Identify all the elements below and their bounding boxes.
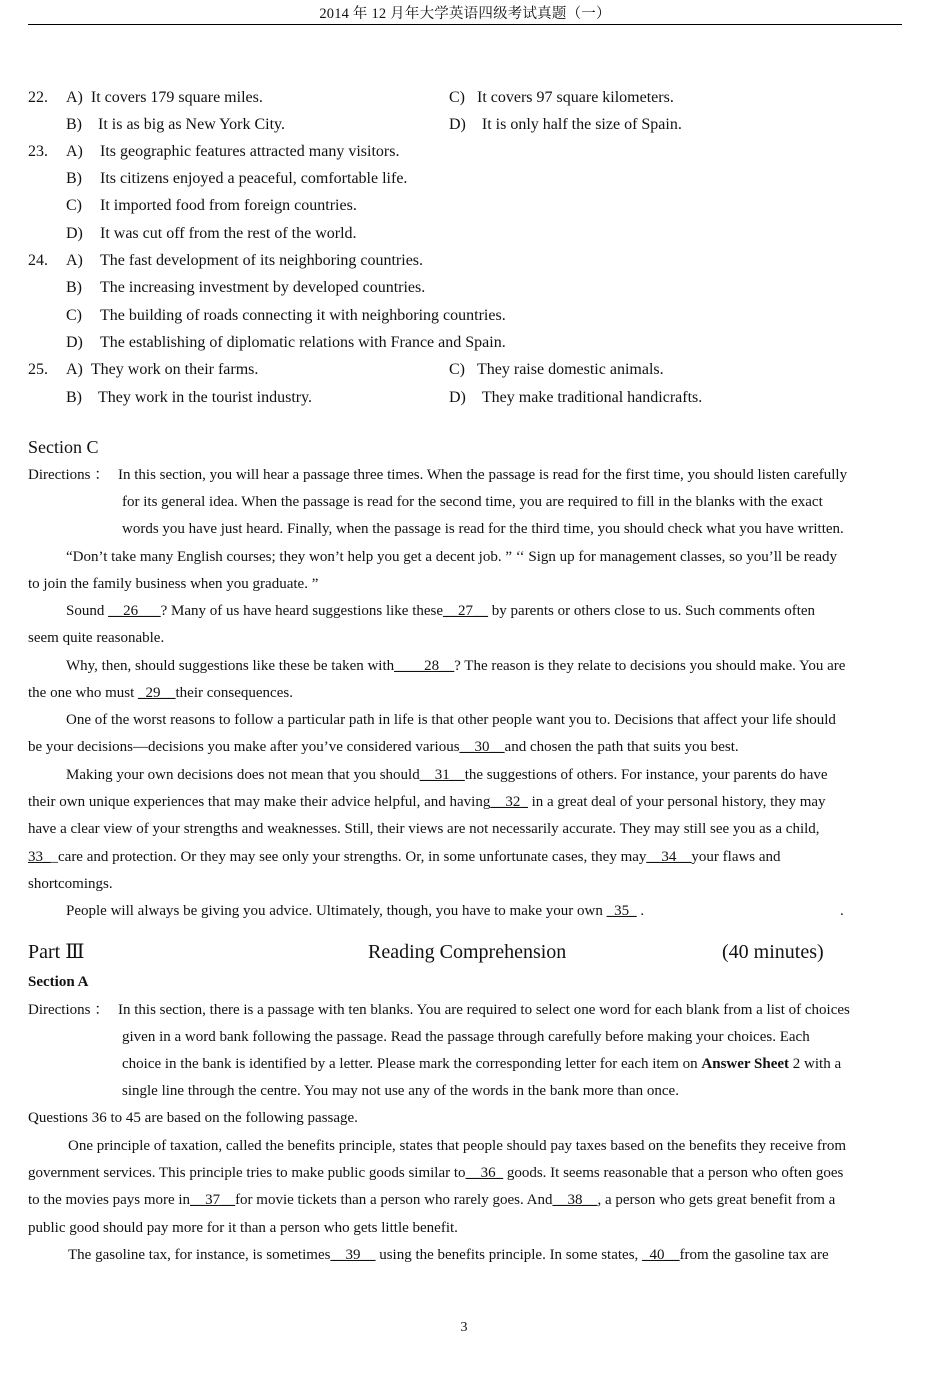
passage-line (28, 737, 739, 757)
blank-30[interactable]: __30__ (459, 739, 505, 755)
option-text: They work in the tourist industry. (98, 389, 313, 406)
option-letter: A) (66, 143, 83, 160)
directions-line: single line through the centre. You may not use any of the words in the bank more than once. (122, 1083, 679, 1099)
option-text: It was cut off from the rest of the world. (100, 225, 357, 242)
option-25d (449, 388, 702, 408)
passage-text: be your decisions—decisions you make after you’ve considered various (28, 739, 460, 755)
passage-line: public good should pay more for it than a person who gets little benefit. (28, 1220, 458, 1236)
option-22b (66, 115, 285, 135)
option-letter: D) (449, 116, 466, 133)
directions-line: for its general idea. When the passage is read for the second time, you are required to fill in the blanks with the exact (122, 494, 823, 510)
option-text: It is only half the size of Spain. (481, 116, 682, 133)
directions-line: words you have just heard. Finally, when the passage is read for the third time, you should check what you have written. (122, 521, 844, 537)
blank-35[interactable]: _35_ (606, 903, 637, 919)
option-25a (66, 360, 258, 380)
passage-text: to the movies pays more in (28, 1192, 191, 1208)
passage-text: your flaws and (691, 849, 781, 865)
option-letter: A) (66, 89, 83, 106)
directions-line: given in a word bank following the passage. Read the passage through carefully before making your choices. Each (122, 1029, 810, 1045)
passage-text: using the benefits principle. In some states, (375, 1247, 643, 1263)
option-letter: D) (66, 334, 83, 351)
question-number: 25. (28, 361, 48, 378)
passage-line: have a clear view of your strengths and weaknesses. Still, their views are not necessarily accurate. They may still see you as a child, (28, 821, 820, 837)
passage-text: , a person who gets great benefit from a (597, 1192, 836, 1208)
passage-line (28, 683, 293, 703)
directions-label: Directions ： (28, 467, 110, 483)
page-header-title: 2014 年 12 月年大学英语四级考试真题（一） (319, 6, 611, 22)
passage-text: for movie tickets than a person who rarely goes. And (235, 1192, 553, 1208)
passage-line: One principle of taxation, called the benefits principle, states that people should pay taxes based on the benefits they receive from (68, 1138, 847, 1154)
option-letter: A) (66, 361, 83, 378)
option-text: The increasing investment by developed countries. (100, 279, 426, 296)
option-text: Its citizens enjoyed a peaceful, comfortable life. (100, 170, 408, 187)
header-divider (28, 24, 902, 25)
passage-line (68, 1245, 829, 1265)
option-letter: B) (66, 116, 82, 133)
blank-34[interactable]: __34__ (646, 849, 692, 865)
part-time: (40 minutes) (722, 941, 824, 963)
section-c-title: Section C (28, 437, 99, 457)
passage-line (66, 765, 828, 785)
passage-text: . (636, 903, 645, 919)
option-text: They work on their farms. (90, 361, 259, 378)
option-text: It covers 179 square miles. (90, 89, 263, 106)
option-25c (449, 360, 664, 380)
passage-text: _care and protection. Or they may see only your strengths. Or, in some unfortunate cases, they may (50, 849, 647, 865)
blank-37[interactable]: __37__ (190, 1192, 236, 1208)
passage-text: The gasoline tax, for instance, is sometimes (68, 1247, 331, 1263)
page-number: 3 (460, 1320, 468, 1335)
option-23a (66, 142, 399, 162)
option-23c (66, 196, 357, 216)
passage-line (66, 656, 845, 676)
option-22c (449, 88, 674, 108)
option-24b (66, 278, 425, 298)
option-letter: A) (66, 252, 83, 269)
blank-40[interactable]: _40__ (642, 1247, 680, 1263)
question-number: 23. (28, 143, 48, 160)
option-24d (66, 333, 506, 353)
passage-text: Sound (66, 603, 109, 619)
directions-text: choice in the bank is identified by a letter. Please mark the corresponding letter for each item on (122, 1056, 702, 1072)
option-22a (66, 88, 263, 108)
passage-line (66, 901, 644, 921)
passage-text: People will always be giving you advice. Ultimately, though, you have to make your own (66, 903, 607, 919)
option-text: Its geographic features attracted many visitors. (100, 143, 400, 160)
option-letter: D) (449, 389, 466, 406)
option-22d (449, 115, 682, 135)
question-number: 22. (28, 89, 48, 106)
option-text: It imported food from foreign countries. (100, 197, 357, 214)
option-23d (66, 224, 357, 244)
option-23b (66, 169, 407, 189)
passage-text: Making your own decisions does not mean that you should (66, 767, 420, 783)
passage-text: and chosen the path that suits you best. (504, 739, 739, 755)
passage-line: “Don’t take many English courses; they won’t help you get a decent job. ” ‘‘ Sign up for management classes, so you’ll be ready (66, 549, 838, 565)
passage-line: shortcomings. (28, 876, 113, 892)
section-a-title: Section A (28, 974, 89, 990)
option-letter: B) (66, 170, 82, 187)
passage-text: from the gasoline tax are (679, 1247, 829, 1263)
passage-text: ? The reason is they relate to decisions you should make. You are (454, 658, 846, 674)
passage-text: ? Many of us have heard suggestions like these (160, 603, 444, 619)
option-text: They make traditional handicrafts. (481, 389, 703, 406)
passage-text: Why, then, should suggestions like these be taken with (66, 658, 395, 674)
passage-line (28, 1163, 843, 1183)
option-25b (66, 388, 312, 408)
directions-line: In this section, you will hear a passage three times. When the passage is read for the first time, you should listen carefully (118, 467, 848, 483)
blank-36[interactable]: __36_ (465, 1165, 504, 1181)
blank-28[interactable]: ____28__ (394, 658, 455, 674)
question-number: 24. (28, 252, 48, 269)
passage-line: to join the family business when you graduate. ” (28, 576, 319, 592)
passage-line (28, 1190, 835, 1210)
directions-line: In this section, there is a passage with ten blanks. You are required to select one word for each blank from a list of choices (118, 1002, 850, 1018)
passage-line (66, 601, 815, 621)
blank-33[interactable]: 33_ (28, 849, 51, 865)
option-letter: C) (449, 361, 465, 378)
passage-line (28, 847, 781, 867)
directions-line (122, 1054, 841, 1074)
part-title: Reading Comprehension (368, 941, 567, 963)
passage-line (28, 792, 826, 812)
option-24a (66, 251, 423, 271)
option-text: The building of roads connecting it with neighboring countries. (100, 307, 506, 324)
passage-text: in a great deal of your personal history, they may (527, 794, 826, 810)
passage-text: government services. This principle tries to make public goods similar to (28, 1165, 466, 1181)
passage-text: by parents or others close to us. Such comments often (488, 603, 816, 619)
blank-27[interactable]: __27__ (443, 603, 489, 619)
blank-26[interactable]: __26___ (108, 603, 161, 619)
passage-line: seem quite reasonable. (28, 630, 165, 646)
option-letter: C) (449, 89, 465, 106)
directions-label: Directions ： (28, 1002, 110, 1018)
option-text: They raise domestic animals. (477, 361, 664, 378)
passage-line: One of the worst reasons to follow a particular path in life is that other people want you to. Decisions that affect your life should (66, 712, 836, 728)
option-letter: B) (66, 389, 82, 406)
option-letter: C) (66, 307, 82, 324)
option-text: The establishing of diplomatic relations with France and Spain. (100, 334, 506, 351)
directions-text: 2 with a (789, 1056, 842, 1072)
blank-32[interactable]: __32_ (490, 794, 528, 810)
passage-text: the suggestions of others. For instance, your parents do have (464, 767, 828, 783)
blank-39[interactable]: __39__ (330, 1247, 376, 1263)
option-text: The fast development of its neighboring countries. (100, 252, 424, 269)
passage-text: goods. It seems reasonable that a person who often goes (503, 1165, 844, 1181)
answer-sheet-label: Answer Sheet (701, 1056, 790, 1072)
blank-38[interactable]: __38__ (552, 1192, 598, 1208)
option-letter: C) (66, 197, 82, 214)
option-24c (66, 306, 506, 326)
passage-text: their consequences. (175, 685, 293, 701)
option-letter: D) (66, 225, 83, 242)
passage-text: their own unique experiences that may make their advice helpful, and having (28, 794, 491, 810)
option-text: It covers 97 square kilometers. (477, 89, 674, 106)
option-letter: B) (66, 279, 82, 296)
blank-29[interactable]: _29__ (138, 685, 176, 701)
part-label: Part Ⅲ (28, 941, 85, 963)
questions-intro: Questions 36 to 45 are based on the following passage. (28, 1110, 358, 1126)
blank-31[interactable]: __31__ (419, 767, 465, 783)
option-text: It is as big as New York City. (98, 116, 285, 133)
stray-period: . (840, 903, 844, 919)
passage-text: the one who must (28, 685, 138, 701)
